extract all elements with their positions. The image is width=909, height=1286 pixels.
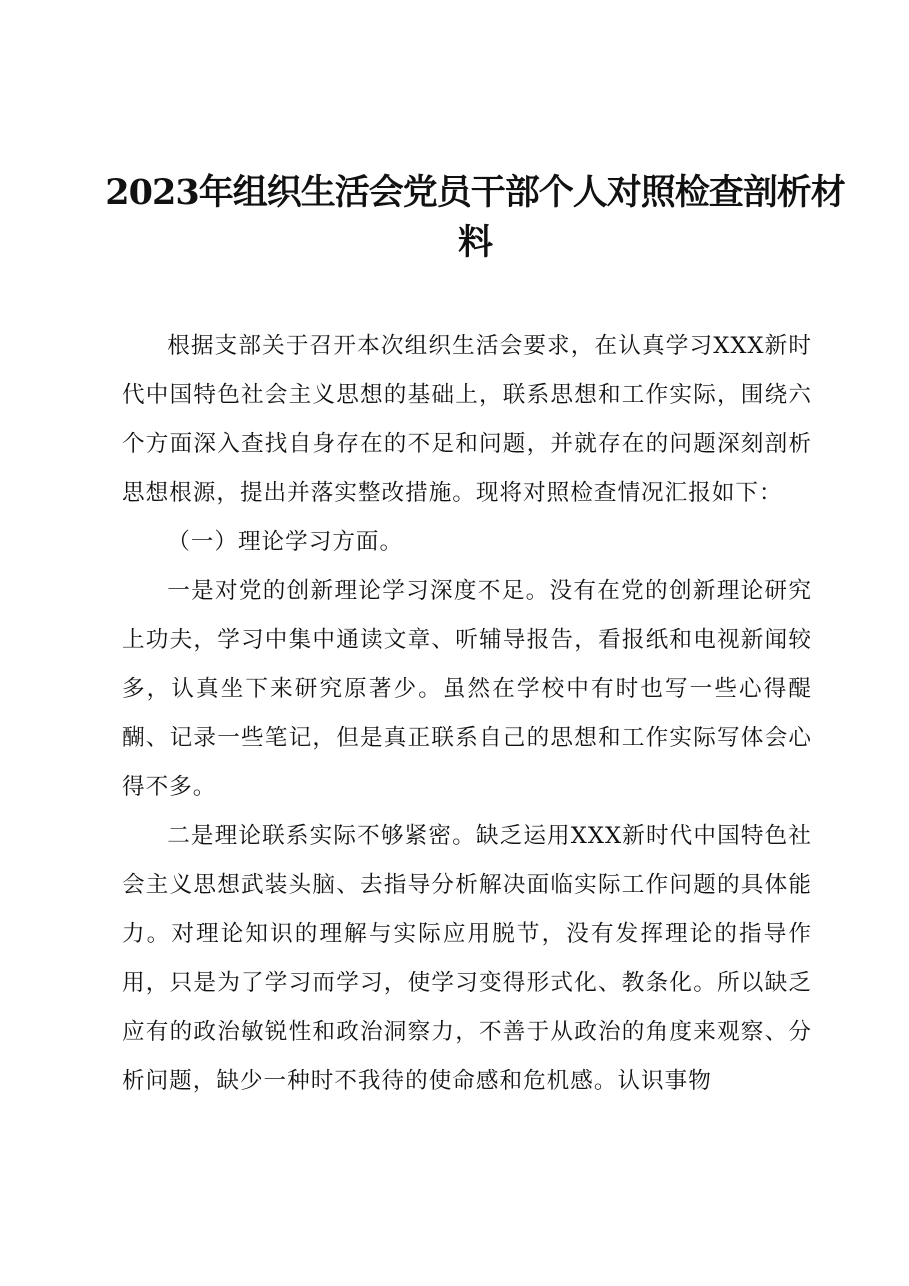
paragraph-intro: 根据支部关于召开本次组织生活会要求，在认真学习XXX新时代中国特色社会主义思想的基础上，联系思想和工作实际，围绕六个方面深入查找自身存在的不足和问题，并就存在的问题深刻剖析思想根源，提出并落实整改措施。现将对照检查情况汇报如下：	[122, 333, 812, 506]
section-heading-theory-study: （一）理论学习方面。	[167, 529, 404, 555]
document-body	[122, 322, 812, 1106]
document-title: 2023年组织生活会党员干部个人对照检查剖析材料	[105, 172, 845, 263]
paragraph-point-one: 一是对党的创新理论学习深度不足。没有在党的创新理论研究上功夫，学习中集中通读文章、听辅导报告，看报纸和电视新闻较多，认真坐下来研究原著少。虽然在学校中有时也写一些心得醍醐、记录一些笔记，但是真正联系自己的思想和工作实际写体会心得不多。	[122, 578, 812, 800]
paragraph-point-two: 二是理论联系实际不够紧密。缺乏运用XXX新时代中国特色社会主义思想武装头脑、去指导分析解决面临实际工作问题的具体能力。对理论知识的理解与实际应用脱节，没有发挥理论的指导作用，只是为了学习而学习，使学习变得形式化、教条化。所以缺乏应有的政治敏锐性和政治洞察力，不善于从政治的角度来观察、分析问题，缺少一种时不我待的使命感和危机感。认识事物	[122, 823, 812, 1094]
